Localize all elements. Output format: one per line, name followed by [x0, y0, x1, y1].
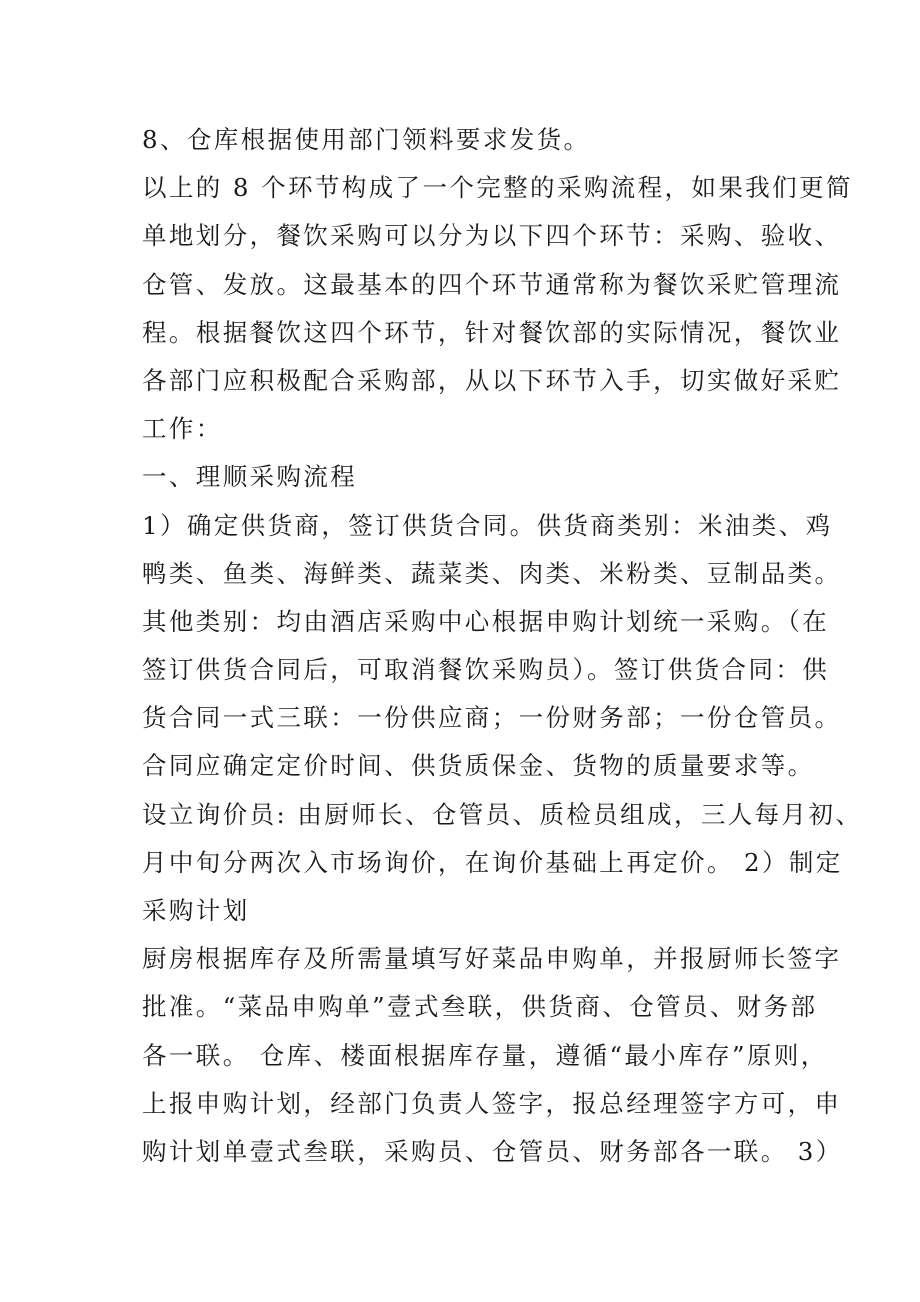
text-line: 各部门应积极配合采购部，从以下环节入手，切实做好采贮: [142, 365, 842, 395]
section-heading: 一、理顺采购流程: [142, 462, 358, 492]
text-line: 1）确定供货商，签订供货合同。供货商类别：米油类、鸡: [142, 510, 833, 540]
text-line: 月中旬分两次入市场询价，在询价基础上再定价。 2）制定: [142, 847, 843, 877]
text-line: 其他类别：均由酒店采购中心根据申购计划统一采购。（在: [142, 606, 830, 636]
text-line: 8、仓库根据使用部门领料要求发货。: [142, 125, 591, 154]
text-line: 采购计划: [142, 896, 250, 925]
text-line: 程。根据餐饮这四个环节，针对餐饮部的实际情况，餐饮业: [142, 317, 842, 347]
text-line: 仓管、发放。这最基本的四个环节通常称为餐饮采贮管理流: [142, 269, 842, 299]
text-line: 购计划单壹式叁联，采购员、仓管员、财务部各一联。 3）: [142, 1136, 843, 1166]
document-body: [142, 116, 863, 1176]
text-line: 货合同一式三联：一份供应商；一份财务部；一份仓管员。: [142, 703, 842, 733]
text-line: 鸭类、鱼类、海鲜类、蔬菜类、肉类、米粉类、豆制品类。: [142, 558, 842, 588]
text-line: 各一联。 仓库、楼面根据库存量，遵循“最小库存”原则，: [142, 1040, 828, 1070]
text-line: 工作：: [142, 414, 223, 444]
text-line: 单地划分，餐饮采购可以分为以下四个环节：采购、验收、: [142, 221, 842, 251]
text-line: 以上的 8 个环节构成了一个完整的采购流程，如果我们更简: [142, 173, 853, 203]
text-line: 签订供货合同后，可取消餐饮采购员）。签订供货合同：供: [142, 655, 830, 685]
text-line: 上报申购计划，经部门负责人签字，报总经理签字方可，申: [142, 1088, 842, 1118]
text-line: 合同应确定定价时间、供货质保金、货物的质量要求等。: [142, 751, 815, 781]
text-line: 批准。“菜品申购单”壹式叁联，供货商、仓管员、财务部: [142, 992, 818, 1022]
text-line: 设立询价员: 由厨师长、仓管员、质检员组成，三人每月初、: [142, 799, 863, 829]
text-line: 厨房根据库存及所需量填写好菜品申购单，并报厨师长签字: [142, 944, 842, 974]
